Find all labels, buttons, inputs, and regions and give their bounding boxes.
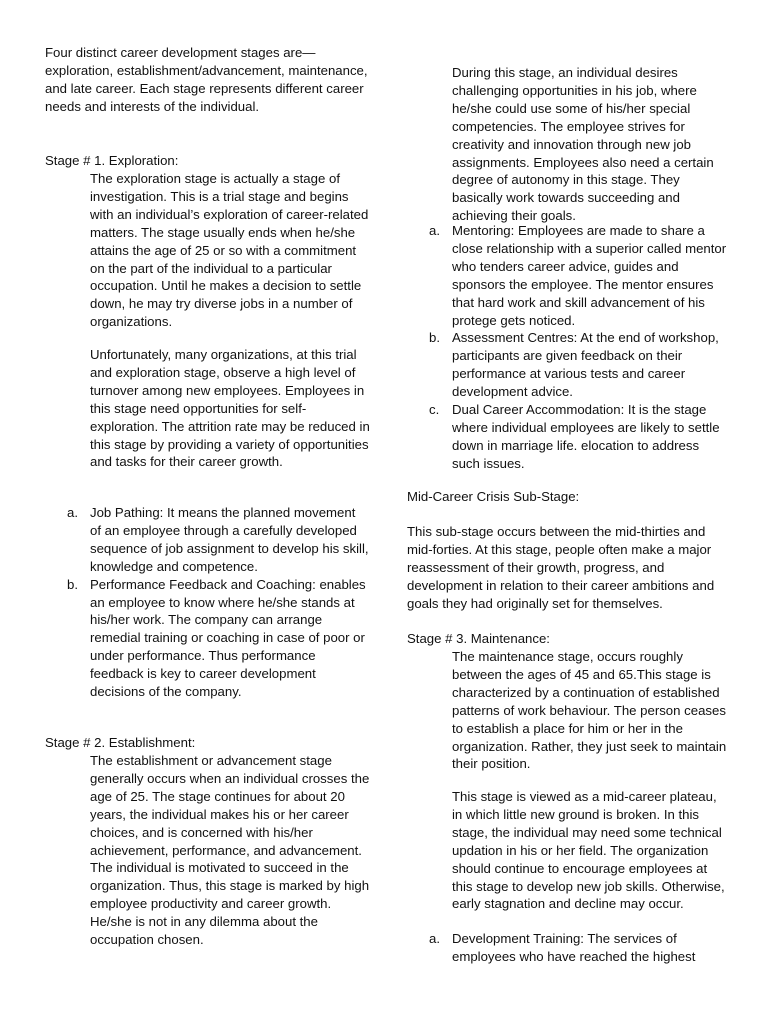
stage2-paragraph-2: During this stage, an individual desires challenging opportunities in his job, where he/she could use some of his/her special competencies. The employee strives for creativity and innovation through new job assignments. Employees also need a certain degree of autonomy in this stage. They basically work towards succeeding and achieving their goals. [452,65,714,224]
list-marker: a. [67,505,78,520]
list-item [45,504,370,576]
list-marker: b. [67,576,78,592]
stage3-paragraph-2: This stage is viewed as a mid-career plateau, in which little new ground is broken. In this stage, the individual may need some technical updation in his or her field. The organization should continue to encourage employees at this stage to develop new job skills. Otherwise, early stagnation and decline may occur. [452,789,725,912]
stage1-list [45,504,370,701]
list-item-text: Job Pathing: It means the planned movement of an employee through a carefully developed sequence of job assignment to develop his skill, knowledge and competence. [90,505,369,574]
list-item-text: Performance Feedback and Coaching: enables an employee to know where he/she stands at his/her work. The company can arrange remedial training or coaching in case of poor or under performance. Thus performance feedback is key to career development decisions of the company. [90,576,366,700]
stage1-paragraph-1: The exploration stage is actually a stage of investigation. This is a trial stage and begins with an individual’s exploration of career-related matters. The stage usually ends when he/she attains the age of 25 or so with a commitment on the part of the individual to a particular occupation. Until he makes a decision to settle down, he may try diverse jobs in a number of organizations. [90,171,369,330]
list-marker: a. [429,223,440,238]
stage3-heading: Stage # 3. Maintenance: [407,631,550,646]
list-marker: a. [429,931,440,946]
stage2-heading: Stage # 2. Establishment: [45,735,196,750]
stage1-paragraph-2: Unfortunately, many organizations, at this trial and exploration stage, observe a high level of turnover among new employees. Employees in this stage need opportunities for self-exploration. The attrition rate may be reduced in this stage by providing a variety of opportunities and tasks for their career growth. [90,347,370,470]
list-marker: c. [429,402,440,418]
midcareer-heading: Mid-Career Crisis Sub-Stage: [407,489,580,504]
stage2-paragraph-1: The establishment or advancement stage generally occurs when an individual crosses the age of 25. The stage continues for about 20 years, the individual makes his or her career choices, and is concerned with his/her achievement, performance, and advancement. The individual is motivated to succeed in the organization. Thus, this stage is marked by high employee productivity and career growth. He/she is not in any dilemma about the occupation chosen. [90,753,370,948]
list-marker: b. [429,330,440,346]
list-item [407,401,729,473]
list-item-text: Dual Career Accommodation: It is the stage where individual employees are likely to settle down in marriage life. elocation to address such issues. [452,402,720,471]
list-item [45,576,370,701]
intro-paragraph: Four distinct career development stages are—exploration, establishment/advancement, maintenance, and late career. Each stage represents different career needs and interests of the individual. [45,45,368,114]
list-item [407,222,729,329]
list-item [407,930,729,966]
list-item-text: Mentoring: Employees are made to share a close relationship with a superior called mentor who tenders career advice, guides and sponsors the employee. The mentor ensures that hard work and skill advancement of his protege gets noticed. [452,223,727,328]
list-item-text: Development Training: The services of employees who have reached the highest [452,931,696,964]
list-item-text: Assessment Centres: At the end of workshop, participants are given feedback on their performance at various tests and career development advice. [452,330,719,400]
stage1-heading: Stage # 1. Exploration: [45,153,179,168]
stage2-list [407,222,729,473]
stage3-paragraph-1: The maintenance stage, occurs roughly between the ages of 45 and 65.This stage is characterized by a continuation of established patterns of work behaviour. The person ceases to establish a place for him or her in the organization. Rather, they just seek to maintain their position. [452,649,727,772]
stage3-list [407,930,729,966]
list-item [407,329,729,401]
midcareer-paragraph: This sub-stage occurs between the mid-thirties and mid-forties. At this stage, people often make a major reassessment of their growth, progress, and development in relation to their career ambitions and goals they had originally set for themselves. [407,524,715,611]
